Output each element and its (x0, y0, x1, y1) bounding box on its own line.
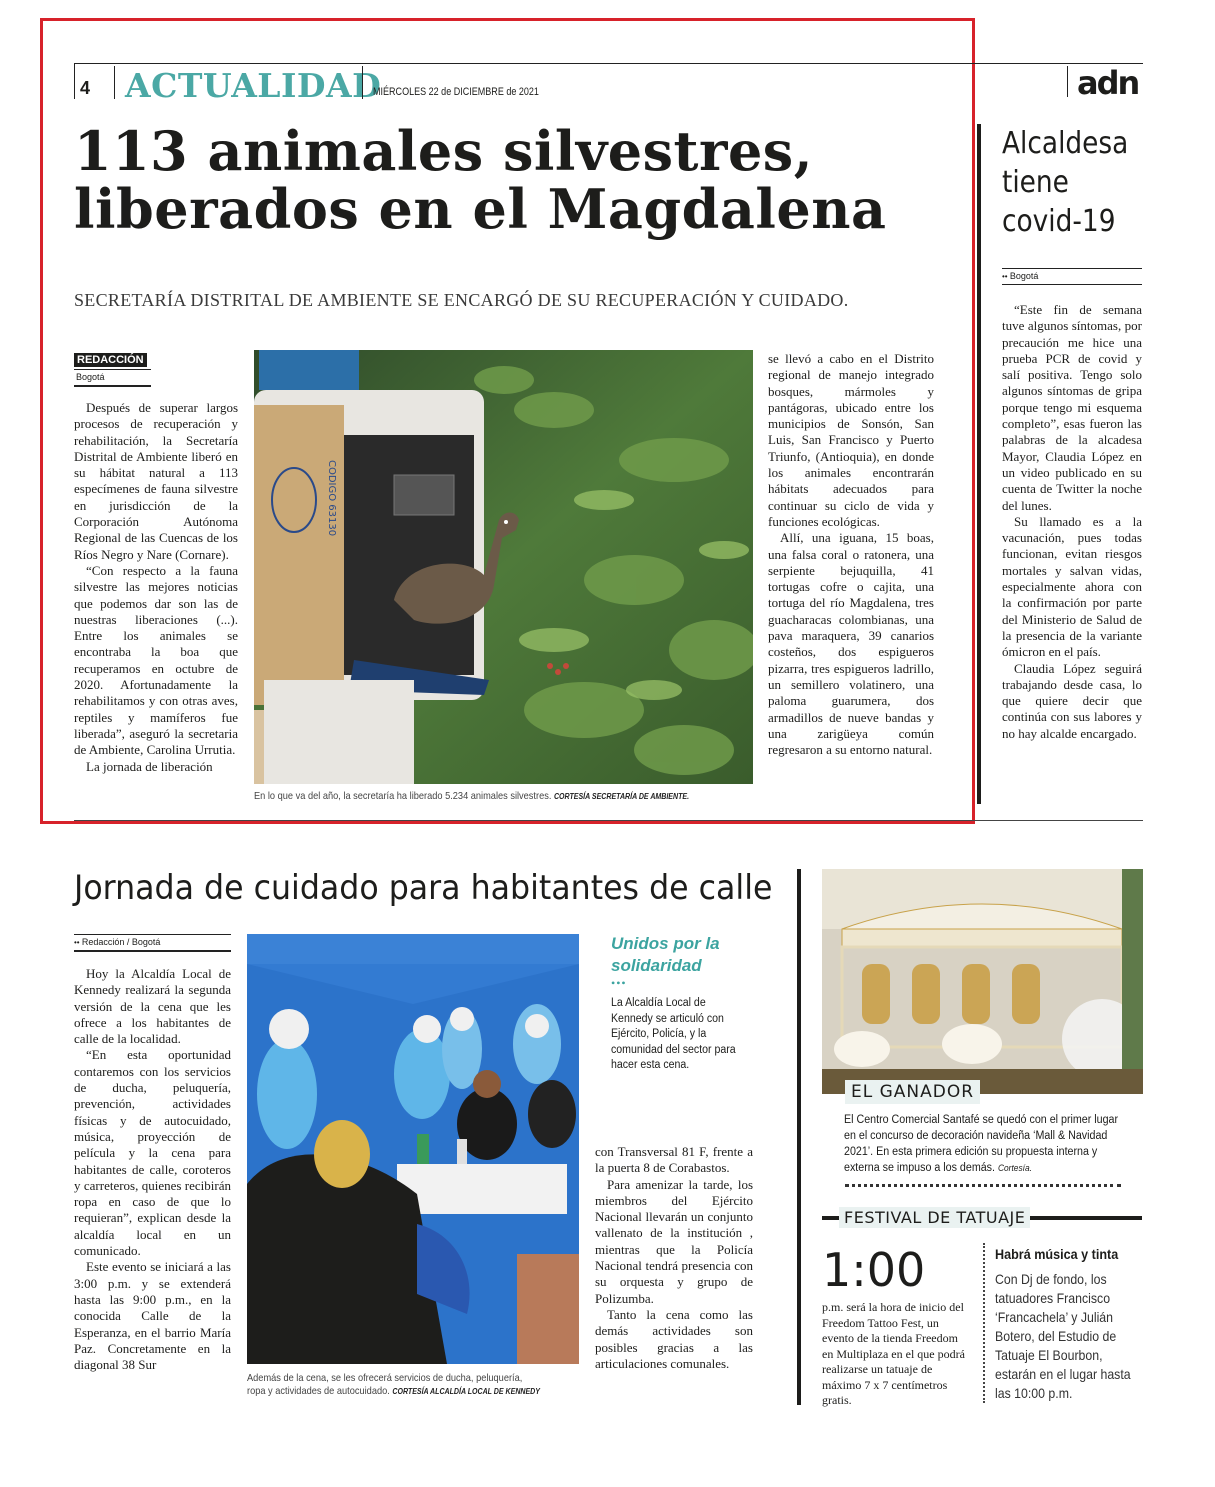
covid-body (1002, 302, 1142, 742)
paragraph: Allí, una iguana, 15 boas, una falsa coral o ratonera, una serpiente bejuquilla, 41 tortugas cofre o cajita, una tortuga del río Magdalena, tres guacharacas colombianas, una pava maraquera, 39 canarios costeños, dos espigueros pizarra, tres espigueros ladrillo, un semillero volatinero, una paloma guarumera, dos armadillos de nueve bandas y una zarigüeya común regresaron a su entorno natural. (768, 530, 934, 758)
header-divider (114, 66, 115, 99)
paragraph: Este evento se iniciará a las 3:00 p.m. y se extenderá hasta las 9:00 p.m., en la conocida Calle de la Esperanza, en el barrio María Paz. Concretamente en la diagonal 38 Sur (74, 1259, 231, 1373)
byline-city: Bogotá (74, 369, 151, 387)
paragraph: Claudia López seguirá trabajando desde casa, lo que quiere decir que continúa con sus labores y no hay alcalde encargado. (1002, 660, 1142, 741)
carousel-illustration (822, 869, 1143, 1094)
ganador-body: El Centro Comercial Santafé se quedó con el primer lugar en el concurso de decoración navideña ‘Mall & Navidad 2021’. En esta primera edición su propuesta interna y externa se impuso a los demás. (844, 1114, 1119, 1174)
page-number: 4 (80, 78, 91, 98)
header-date: MIÉRCOLES 22 de DICIEMBRE de 2021 (373, 86, 539, 98)
pull-quote-dots: ••• (611, 976, 627, 990)
paragraph: “Con respecto a la fauna silvestre las mejores noticias que podemos dar son las de nuestras liberaciones (...). Entre los animales se encontraba la boa que recuperamos en octubre de 2020. Afortunadamente la rehabilitamos y con otras aves, reptiles y mamíferos fue liberada”, aseguró la secretaria de Ambiente, Carolina Urrutia. (74, 562, 238, 758)
main-article-photo (254, 350, 753, 784)
festival-time: 1:00 (822, 1243, 926, 1297)
paragraph: se llevó a cabo en el Distrito regional de manejo integrado bosques, mármoles y pantágoras, ubicado entre los municipios de Sonsón, San Luis, San Francisco y Puerto Triunfo, (Antioquia), en donde los animales encontrarán hábitats adecuados para continuar su ciclo de vida y funciones ecológicas. (768, 351, 934, 529)
ganador-credit: Cortesía. (997, 1163, 1032, 1173)
caption-text: En lo que va del año, la secretaría ha liberado 5.234 animales silvestres. (254, 790, 552, 802)
photo-credit: CORTESÍA SECRETARÍA DE AMBIENTE. (553, 792, 690, 801)
second-article-photo (247, 934, 579, 1364)
paragraph: “Este fin de semana tuve algunos síntomas, por precaución me hice una prueba PCR de covid y salí positiva. Tengo solo algunos síntomas de gripa porque tengo mi esquema completo”, esas fueron las palabras de la alcadesa Mayor, Claudia López en un video publicado en su cuenta de Twitter la noche del lunes. (1002, 302, 1142, 513)
second-byline-text: Redacción / Bogotá (81, 937, 161, 947)
caption-line-1: Además de la cena, se les ofrecerá servicios de ducha, peluquería, (247, 1372, 523, 1384)
music-title: Habrá música y tinta (995, 1246, 1119, 1262)
crate-cardboard (254, 405, 344, 705)
byline-tag: REDACCIÓN (74, 353, 147, 367)
paragraph: Tanto la cena como las demás actividades son posibles gracias a las articulaciones comunales. (595, 1306, 753, 1371)
festival-time-text: p.m. será la hora de inicio del Freedom Tattoo Fest, un evento de la tienda Freedom en Multiplaza en el que podrá realizarse un tatuaje de máximo 7 x 7 centímetros gratis. (822, 1300, 965, 1407)
paragraph: Después de superar largos procesos de recuperación y rehabilitación, la Secretaría Distrital de Ambiente liberó en su hábitat natural a 113 especímenes de fauna silvestre en jurisdicción de la Corporación Autónoma Regional de las Cuencas de los Ríos Negro y Nare (Cornare). (74, 400, 238, 562)
header-divider (362, 66, 363, 99)
main-article-column-1 (74, 400, 238, 775)
dotted-divider (983, 1243, 985, 1403)
main-article-column-2 (768, 351, 934, 758)
care-tent-illustration (247, 934, 579, 1364)
paragraph: “En esta oportunidad contaremos con los servicios de ducha, peluquería, prevención, actividades físicas y de autocuidado, música, proyección de película y la cena para habitantes de calle, coroteros y carreteros, quienes recibirán ropa en caso de que lo requieran”, explican desde la alcaldía local en un comunicado. (74, 1047, 231, 1259)
music-text: Con Dj de fondo, los tatuadores Francisco ‘Francachela’ y Julián Botero, del Estudio de Tatuaje El Bourbon, estarán en el lugar hasta las 10:00 p.m. (995, 1271, 1131, 1401)
column-divider (797, 869, 801, 1405)
covid-city: Bogotá (1009, 271, 1039, 281)
section-label: ACTUALIDAD (125, 66, 382, 105)
caption-line-2 (247, 1385, 540, 1398)
dotted-separator (845, 1184, 1121, 1187)
paragraph: Hoy la Alcaldía Local de Kennedy realizará la segunda versión de la cena que les ofrece a los habitantes de calle de la localidad. (74, 966, 231, 1047)
paragraph: Para amenizar la tarde, los miembros del Ejército Nacional llevarán un conjunto vallenato de la institución , mientras que la Policía Nacional tendrá presencia con su orquesta y grupo de Polizumba. (595, 1176, 753, 1306)
second-byline (74, 934, 231, 952)
byline (74, 350, 151, 387)
festival-label: FESTIVAL DE TATUAJE (839, 1207, 1030, 1228)
header-divider (1067, 66, 1068, 97)
covid-headline: Alcaldesa tiene covid-19 (1002, 126, 1129, 239)
person-arm (259, 350, 359, 390)
main-subhead: SECRETARÍA DISTRITAL DE AMBIENTE SE ENCARGÓ DE SU RECUPERACIÓN Y CUIDADO. (74, 290, 849, 310)
paragraph: con Transversal 81 F, frente a la puerta 8 de Corabastos. (595, 1144, 753, 1176)
section-rule (74, 820, 1143, 821)
carousel-photo (822, 869, 1143, 1094)
header-divider (74, 63, 75, 99)
second-article-column-2 (595, 1144, 753, 1372)
table (397, 1164, 567, 1214)
header-rule (74, 63, 1143, 64)
brand-logo: adn (1077, 64, 1139, 102)
crate-label: CODIGO 63130 (326, 460, 337, 537)
caption-text: ropa y actividades de autocuidado. (247, 1385, 390, 1397)
ganador-text (844, 1112, 1123, 1176)
main-photo-caption (254, 790, 689, 803)
ganador-label: EL GANADOR (845, 1080, 980, 1104)
sidebar-rule (977, 124, 981, 804)
paragraph: La jornada de liberación (86, 758, 213, 774)
second-headline: Jornada de cuidado para habitantes de calle (74, 868, 773, 908)
second-article-column-1 (74, 966, 231, 1373)
paragraph: Su llamado es a la vacunación, pues todas funcionan, evitan riesgos mortales y salvan vidas, especialmente ahora con la confirmación por parte del Ministerio de Salud de la presencia de la variante ómicron en el país. (1002, 513, 1142, 660)
second-photo-caption (247, 1372, 540, 1398)
pull-quote-text: La Alcaldía Local de Kennedy se articuló con Ejército, Policía, y la comunidad del sector para hacer esta cena. (611, 997, 736, 1071)
bird-in-crate-illustration (254, 350, 753, 784)
pull-quote-title: Unidos por la solidaridad (611, 934, 720, 975)
photo-credit: CORTESÍA ALCALDÍA LOCAL DE KENNEDY (392, 1387, 540, 1396)
main-headline: 113 animales silvestres, liberados en el Magdalena (74, 119, 887, 241)
covid-city-tag (1002, 268, 1142, 285)
